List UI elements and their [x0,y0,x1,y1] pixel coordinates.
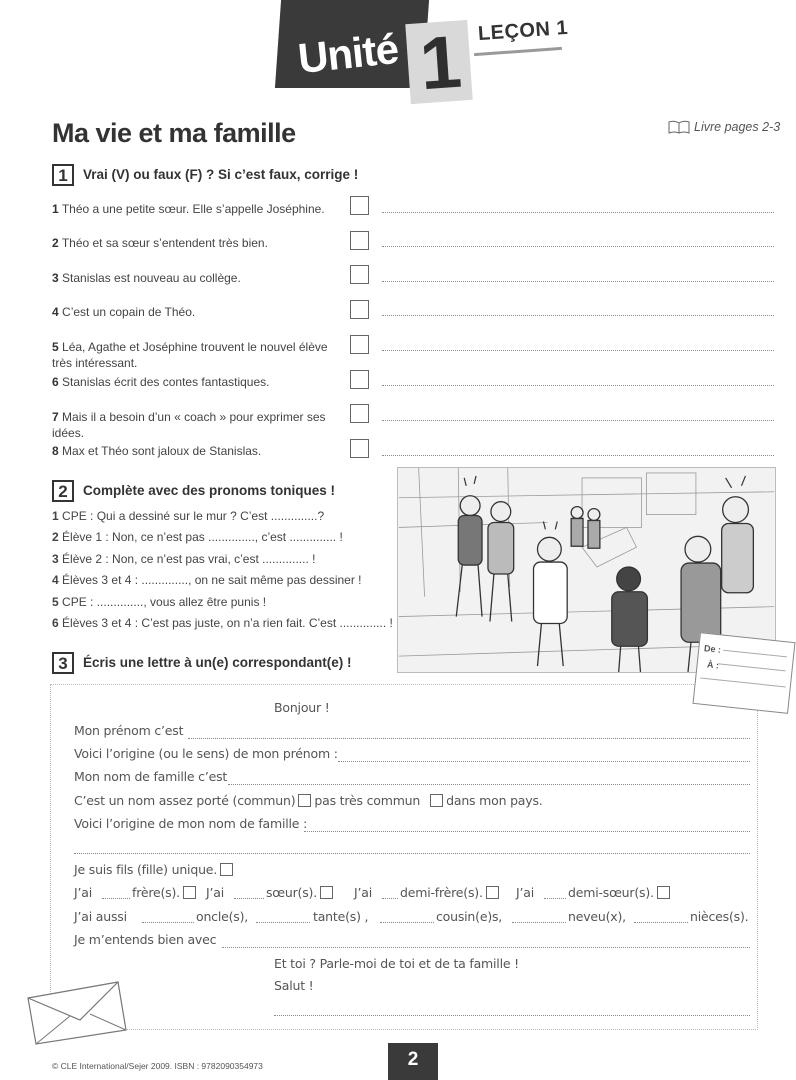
book-icon [668,120,690,134]
lesson-underline [474,47,562,56]
letter-line-prenom: Mon prénom c’est [74,723,184,738]
question-2-checkbox[interactable] [350,231,369,250]
question-8-answer-line[interactable] [382,455,774,456]
question-6: 6 Stanislas écrit des contes fantastiques. [52,375,270,389]
unique-checkbox[interactable] [220,863,233,876]
frere-checkbox[interactable] [183,886,196,899]
frere-count-line[interactable] [102,898,130,899]
cousin-count-line[interactable] [380,922,434,923]
question-4-checkbox[interactable] [350,300,369,319]
pronoun-line-2: 2 Élève 1 : Non, ce n’est pas .............., c’est .............. ! [52,530,343,544]
entends-answer-line[interactable] [222,947,750,948]
pronoun-line-4: 4 Élèves 3 et 4 : .............., on ne sait même pas dessiner ! [52,573,362,587]
signature-line[interactable] [274,1015,750,1016]
address-from-label: De : [703,643,722,655]
demisoeur-item: demi-sœur(s). [568,885,673,900]
question-1-checkbox[interactable] [350,196,369,215]
exercise-2-number: 2 [52,480,74,502]
pronoun-line-6: 6 Élèves 3 et 4 : C’est pas juste, on n’a rien fait. C’est .............. ! [52,616,393,630]
question-6-answer-line[interactable] [382,385,774,386]
letter-line-origine-prenom: Voici l’origine (ou le sens) de mon prénom : [74,746,338,761]
address-to-label: À : [706,659,720,671]
letter-line-commun: C’est un nom assez porté (commun) pas très commun dans mon pays. [74,793,543,808]
demifrere-item: demi-frère(s). [400,885,502,900]
letter-closing-salut: Salut ! [274,978,314,993]
exercise-1-title: Vrai (V) ou faux (F) ? Si c’est faux, corrige ! [83,167,359,182]
letter-greeting: Bonjour ! [274,700,330,715]
cousin-label: cousin(e)s, [436,909,503,924]
pronoun-line-5: 5 CPE : .............., vous allez être punis ! [52,595,267,609]
pronoun-line-3: 3 Élève 2 : Non, ce n’est pas vrai, c’est .............. ! [52,552,316,566]
question-1: 1 Théo a une petite sœur. Elle s’appelle Joséphine. [52,202,325,216]
question-2-answer-line[interactable] [382,246,774,247]
exercise-2-title: Complète avec des pronoms toniques ! [83,483,336,498]
letter-line-nom: Mon nom de famille c’est [74,769,228,784]
question-5-checkbox[interactable] [350,335,369,354]
jai-label-2: J’ai [206,885,224,900]
jai-label-3: J’ai [354,885,372,900]
letter-line-origine-nom: Voici l’origine de mon nom de famille : [74,816,308,831]
lesson-label: LEÇON 1 [477,16,569,46]
page-title: Ma vie et ma famille [52,118,296,148]
jai-aussi-label: J’ai aussi [74,909,127,924]
tante-count-line[interactable] [256,922,310,923]
letter-line-entends: Je m’entends bien avec [74,932,217,947]
question-1-answer-line[interactable] [382,212,774,213]
letter-line-unique: Je suis fils (fille) unique. [74,862,236,877]
origine-prenom-answer-line[interactable] [338,761,750,762]
question-7: 7 Mais il a besoin d’un « coach » pour exprimer ses idées. [52,410,326,440]
question-8-checkbox[interactable] [350,439,369,458]
question-5-answer-line[interactable] [382,350,774,351]
jai-label-1: J’ai [74,885,92,900]
question-8: 8 Max et Théo sont jaloux de Stanislas. [52,444,262,458]
question-7-answer-line[interactable] [382,420,774,421]
question-4-answer-line[interactable] [382,315,774,316]
demisoeur-count-line[interactable] [544,898,566,899]
frere-item: frère(s). [132,885,199,900]
question-2: 2 Théo et sa sœur s’entendent très bien. [52,236,268,250]
exercise-1-number: 1 [52,164,74,186]
book-reference: Livre pages 2-3 [694,120,781,134]
question-7-checkbox[interactable] [350,404,369,423]
page-number: 2 [407,1049,419,1070]
question-3-checkbox[interactable] [350,265,369,284]
question-6-checkbox[interactable] [350,370,369,389]
oncle-count-line[interactable] [142,922,194,923]
oncle-label: oncle(s), [196,909,249,924]
letter-closing-question: Et toi ? Parle-moi de toi et de ta famille ! [274,956,519,971]
soeur-count-line[interactable] [234,898,264,899]
neveu-label: neveu(x), [568,909,626,924]
soeur-checkbox[interactable] [320,886,333,899]
soeur-item: sœur(s). [266,885,336,900]
exercise-3-title: Écris une lettre à un(e) correspondant(e) ! [83,655,352,670]
prenom-answer-line[interactable] [188,738,750,739]
envelope-icon [24,978,130,1048]
origine-nom-answer-line-2[interactable] [74,853,750,854]
pas-commun-checkbox[interactable] [430,794,443,807]
tante-label: tante(s) , [313,909,369,924]
nieces-count-line[interactable] [634,922,688,923]
unit-label: Unité [295,24,401,83]
pronoun-line-1: 1 CPE : Qui a dessiné sur le mur ? C’est ..............? [52,509,325,523]
neveu-count-line[interactable] [512,922,566,923]
question-5: 5 Léa, Agathe et Joséphine trouvent le nouvel élève très intéressant. [52,340,328,370]
demifrere-checkbox[interactable] [486,886,499,899]
question-4: 4 C’est un copain de Théo. [52,305,196,319]
question-3-answer-line[interactable] [382,281,774,282]
question-3: 3 Stanislas est nouveau au collège. [52,271,241,285]
demisoeur-checkbox[interactable] [657,886,670,899]
jai-label-4: J’ai [516,885,534,900]
nom-answer-line[interactable] [228,784,750,785]
nieces-label: nièces(s). [690,909,749,924]
exercise-3-number: 3 [52,652,74,674]
commun-checkbox[interactable] [298,794,311,807]
origine-nom-answer-line[interactable] [304,831,750,832]
copyright-notice: © CLE International/Sejer 2009. ISBN : 9782090354973 [52,1061,263,1071]
unit-number: 1 [417,19,465,106]
demifrere-count-line[interactable] [382,898,398,899]
